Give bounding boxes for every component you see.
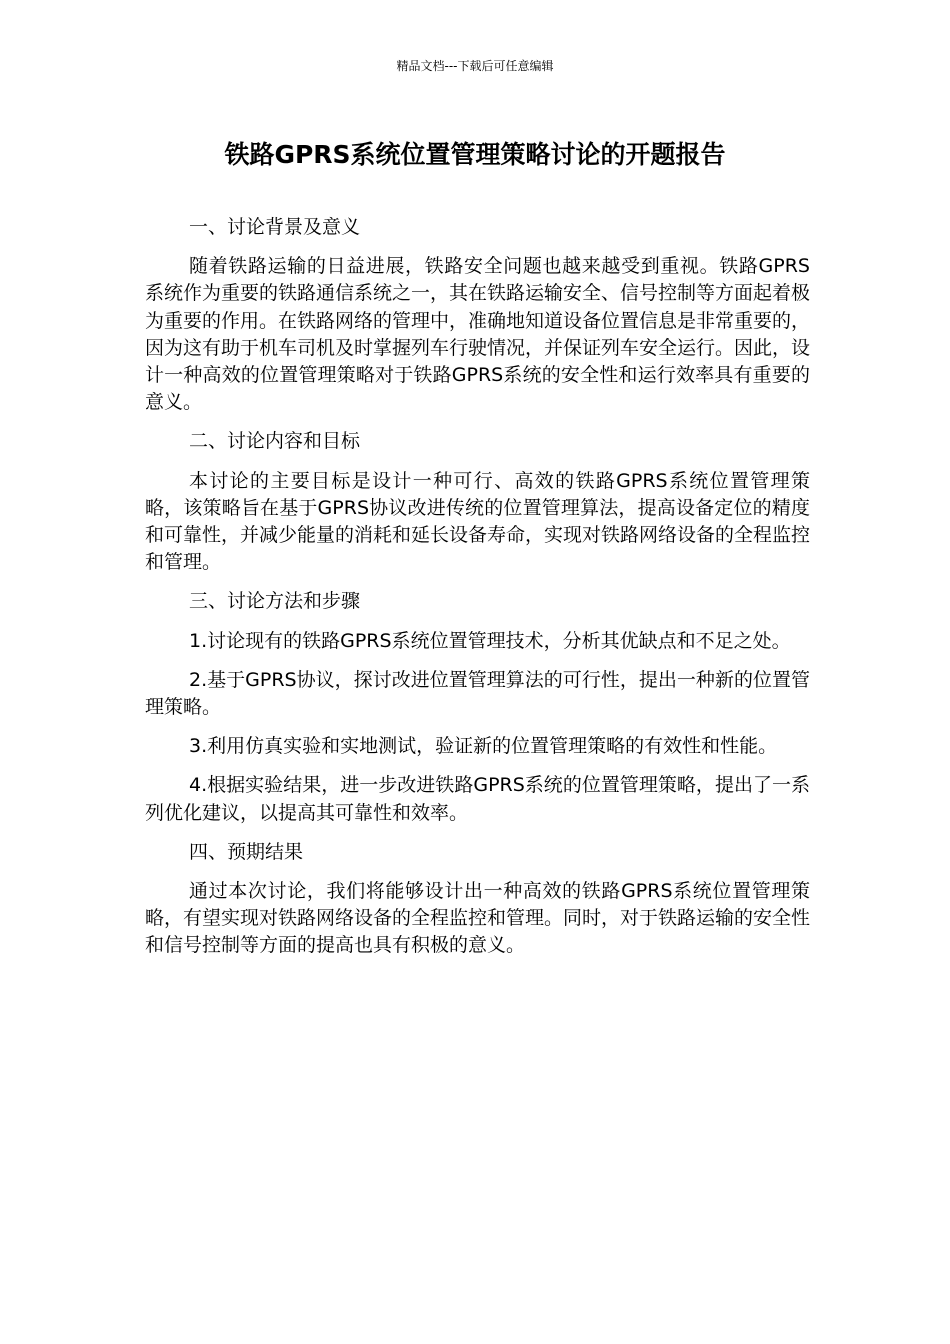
page-header-note: 精品文档---下载后可任意编辑 — [396, 59, 554, 73]
paragraph-method-step-3: 3.利用仿真实验和实地测试，验证新的位置管理策略的有效性和性能。 — [189, 735, 778, 758]
document-body — [145, 214, 810, 972]
section-heading-expected-results: 四、预期结果 — [189, 840, 304, 863]
paragraph-expected-results: 通过本次讨论，我们将能够设计出一种高效的铁路GPRS系统位置管理策略，有望实现对铁路网络设备的全程监控和管理。同时，对于铁路运输的安全性和信号控制等方面的提高也具有积极的意义。 — [145, 880, 811, 957]
paragraph-method-step-1: 1.讨论现有的铁路GPRS系统位置管理技术，分析其优缺点和不足之处。 — [189, 629, 791, 652]
section-heading-content-goals: 二、讨论内容和目标 — [189, 430, 361, 453]
paragraph-content-goals: 本讨论的主要目标是设计一种可行、高效的铁路GPRS系统位置管理策略，该策略旨在基于GPRS协议改进传统的位置管理算法，提高设备定位的精度和可靠性，并减少能量的消耗和延长设备寿命，实现对铁路网络设备的全程监控和管理。 — [145, 469, 811, 574]
paragraph-method-step-4: 4.根据实验结果，进一步改进铁路GPRS系统的位置管理策略，提出了一系列优化建议，以提高其可靠性和效率。 — [145, 774, 810, 824]
document-title: 铁路GPRS系统位置管理策略讨论的开题报告 — [224, 140, 726, 169]
section-heading-methods: 三、讨论方法和步骤 — [189, 590, 361, 613]
paragraph-method-step-2: 2.基于GPRS协议，探讨改进位置管理算法的可行性，提出一种新的位置管理策略。 — [145, 668, 810, 719]
paragraph-background: 随着铁路运输的日益进展，铁路安全问题也越来越受到重视。铁路GPRS系统作为重要的铁路通信系统之一，其在铁路运输安全、信号控制等方面起着极为重要的作用。在铁路网络的管理中，准确地知道设备位置信息是非常重要的，因为这有助于机车司机及时掌握列车行驶情况，并保证列车安全运行。因此，设计一种高效的位置管理策略对于铁路GPRS系统的安全性和运行效率具有重要的意义。 — [145, 255, 811, 414]
section-heading-background: 一、讨论背景及意义 — [189, 216, 361, 238]
